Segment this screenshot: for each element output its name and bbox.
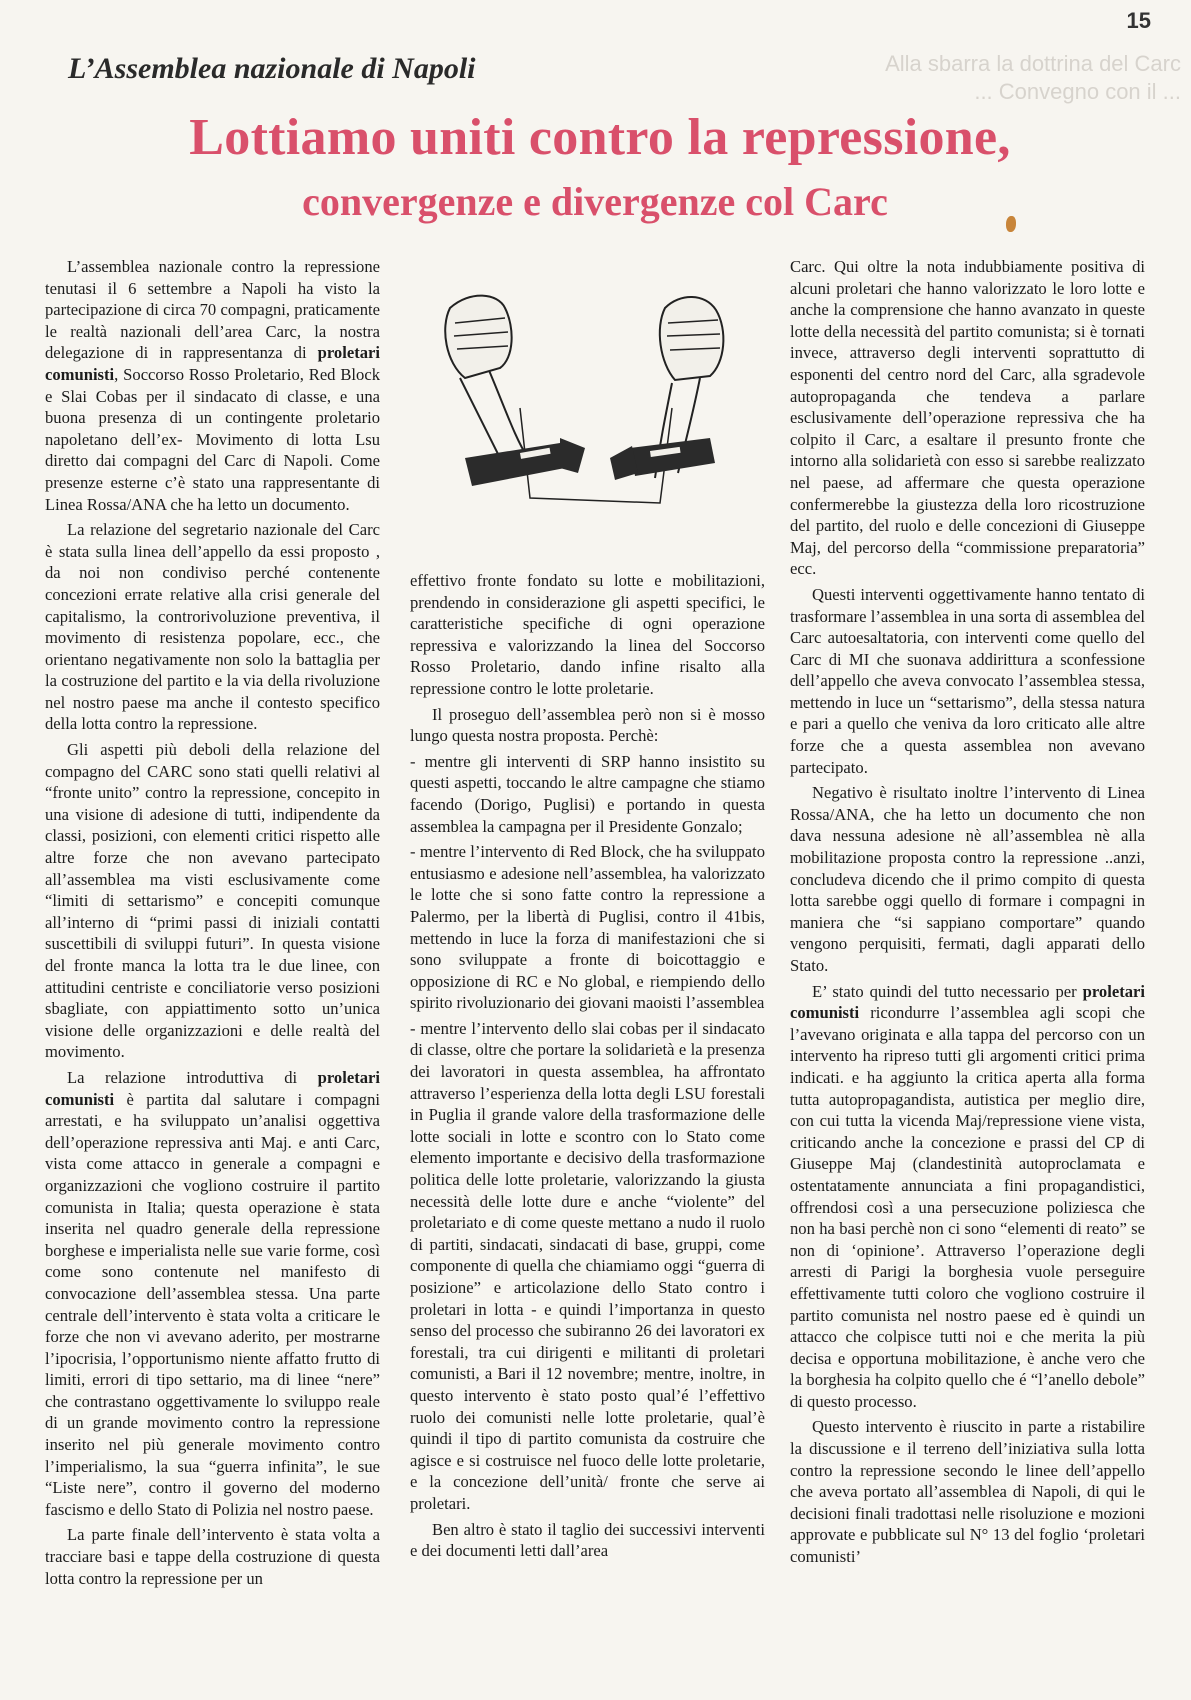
bold-term: proletari comunisti [790, 981, 1145, 1023]
paragraph: La relazione del segretario nazionale del Carc è stata sulla linea dell’appello da essi proposto , da noi non condiviso perché contenente concezioni errate relative alla crisi generale del capitalismo, la controrivoluzione preventiva, il movimento di resistenza popolare, ecc., che orientano negativamente non solo la battaglia per la costruzione del partito e la via della rivoluzione nel nostro paese ma anche il contesto specifico della lotta contro la repressione. [45, 520, 380, 734]
paragraph: Questi interventi oggettivamente hanno tentato di trasformare l’assemblea in una sorta di assemblea del Carc autoesaltatoria, con interventi come quello del Carc di MI che suonava addirittura a sconfessione dell’appello che aveva convocato l’assemblea stessa, mettendo in luce un “settarismo”, della stessa natura e pari a quello che veniva da loro criticato alle altre forze che a questa assemblea non avevano partecipato. [790, 584, 1145, 777]
paragraph: - mentre l’intervento di Red Block, che ha sviluppato entusiasmo e adesione nell’assemblea, ha valorizzato le lotte che si sono fatte contro la repressione a Palermo, per la libertà di Puglisi, contro il 41bis, mettendo in luce la forza di manifestazioni che si sono sviluppate a fronte di boicottaggio e opposizione di RC e No global, e riempiendo dello spirito rivoluzionario dei giovani maoisti l’assemblea [410, 842, 765, 1013]
paragraph: La relazione introduttiva di proletari comunisti è partita dal salutare i compagni arrestati, e ha sviluppato un’analisi oggettiva dell’operazione repressiva anti Maj. e anti Carc, vista come attacco in generale a compagni e organizzazioni che vogliono costruire il partito comunista in Italia; questa operazione è stata inserita nel quadro generale della repressione borghese e imperialista nelle sue varie forme, così come sono contenute nel manifesto di convocazione dell’assemblea stessa. Una parte centrale dell’intervento è stata volta a criticare le forze che non vi avevano aderito, per mostrarne l’ipocrisia, l’opportunismo niente affatto frutto di limiti, errori di tipo settario, ma di linee “nere” che contrastano oggettivamente lo sviluppo reale di un grande movimento contro la repressione inserito nel più generale movimento contro l’imperialismo, la sua “guerra infinita”, le sue “Liste nere”, contro il governo del moderno fascismo e dello Stato di Polizia nel nostro paese. [45, 1067, 380, 1519]
paragraph: Carc. Qui oltre la nota indubbiamente positiva di alcuni proletari che hanno valorizzato le loro lotte e anche la comprensione che hanno avanzato in queste lotte della necessità del partito comunista; si è tornati invece, attraverso degli interventi soprattutto di esponenti del centro nord del Carc, alla sgradevole autopropaganda che tendeva a parlare esclusivamente dell’operazione repressiva che ha colpito il Carc, a esaltare il presunto fronte che intorno alla solidarietà con esso si sarebbe realizzato nel paese, ad affermare che questa operazione confermerebbe la giustezza della loro ricostruzione del partito, del ruolo e delle concezioni di Giuseppe Maj, del percorso della “commissione preparatoria” ecc. [790, 257, 1145, 579]
paragraph: - mentre l’intervento dello slai cobas per il sindacato di classe, oltre che portare la solidarietà e la presenza dei lavoratori in questa assemblea, ha affrontato attraverso l’esperienza della lotta degli LSU forestali in Puglia il grande valore della trasformazione delle lotte sociali in lotte e scontro con lo Stato come elemento importante e decisivo della trasformazione politica delle lotte proletarie, valorizzando la giusta necessità delle lotte dure e anche “violente” del proletariato e di come queste mettano a nudo il ruolo di partiti, sindacati, sindacati di base, gruppi, come componente di quella che chiamiamo oggi “guerra di posizione” e articolazione dello Stato contro i proletari in lotta - e quindi l’importanza in questo senso del processo che subiranno 26 dei lavoratori ex forestali, tra cui dirigenti e militanti di proletari comunisti, a Bari il 12 novembre; mentre, inoltre, in questo intervento è stato posto qual’é l’effettivo ruolo dei comunisti nelle lotte proletarie, qual’è quindi il tipo di partito comunista da costruire che agisce e si costruisce nel fuoco delle lotte proletarie, e la concezione dell’unità/ fronte che serve ai proletari. [410, 1018, 765, 1513]
page-number: 15 [1126, 8, 1151, 33]
headline: Lottiamo uniti contro la repressione, [189, 109, 1011, 166]
article-column-1 [45, 256, 380, 1593]
paragraph: Ben altro è stato il taglio dei successivi interventi e dei documenti letti dall’area [410, 1519, 765, 1561]
broken-chains-raised-fists-icon [410, 268, 765, 558]
ink-stain [1006, 216, 1016, 232]
bleed-through-text: Alla sbarra la dottrina del Carc ... Convegno con il ... [885, 51, 1181, 104]
paragraph: Questo intervento è riuscito in parte a ristabilire la discussione e il terreno dell’iniziativa sulla lotta contro la repressione secondo le linee dell’appello che aveva portato all’assemblea di Napoli, di qui le decisioni finali tradottasi nelle risoluzione e mozioni approvate e pubblicate sul N° 13 del foglio ‘proletari comunisti’ [790, 1417, 1145, 1567]
bold-term: proletari comunisti [45, 343, 380, 384]
paragraph: Gli aspetti più deboli della relazione del compagno del CARC sono stati quelli relativi al “fronte unito” contro la repressione, concepito in una visione di adesione di tutti, indipendente da classi, posizioni, con elementi critici rispetto alle altre forze che non avevano partecipato all’assemblea ma visti esclusivamente come “limiti di settarismo” e concepiti comunque all’interno di “primi passi di iniziali contatti suscettibili di sviluppi futuri”. In questa visione del fronte manca la lotta tra le due linee, con attitudini centriste e conciliatorie verso posizioni sbagliate, con appiattimento sotto un’unica visione delle organizzazioni e delle realtà del movimento. [45, 740, 380, 1062]
paragraph: Negativo è risultato inoltre l’intervento di Linea Rossa/ANA, che ha letto un documento che non dava nessuna adesione nè all’assemblea nè alla mobilitazione proposta contro la repressione ..anzi, concludeva dicendo che il primo compito di questa lotta sarebbe oggi quello di formare i compagni in maniera che “si sappiano comportare” quando vengono perquisiti, fermati, dagli apparati dello Stato. [790, 783, 1145, 975]
subheadline: convergenze e divergenze col Carc [302, 179, 888, 224]
paragraph: Il proseguo dell’assemblea però non si è mosso lungo questa nostra proposta. Perchè: [410, 704, 765, 746]
paragraph: effettivo fronte fondato su lotte e mobilitazioni, prendendo in considerazione gli aspetti specifici, le caratteristiche specifiche di ogni operazione repressiva e valorizzando la linea del Soccorso Rosso Proletario, dando infine risalto alla repressione contro le lotte proletarie. [410, 571, 765, 698]
article-column-3 [790, 256, 1145, 1572]
paragraph: L’assemblea nazionale contro la repressione tenutasi il 6 settembre a Napoli ha visto la partecipazione di circa 70 compagni, praticamente le realtà nazionali dell’area Carc, la nostra delegazione di in rappresentanza di proletari comunisti, Soccorso Rosso Proletario, Red Block e Slai Cobas per il sindacato di classe, e una buona presenza di un contingente proletario napoletano dell’ex- Movimento di lotta Lsu diretto dai compagni del Carc di Napoli. Come presenze esterne c’è stato una rappresentante di Linea Rossa/ANA che ha letto un documento. [45, 257, 380, 514]
section-kicker: L’Assemblea nazionale di Napoli [68, 52, 476, 85]
article-column-2 [410, 570, 765, 1566]
paragraph: La parte finale dell’intervento è stata volta a tracciare basi e tappe della costruzione di questa lotta contro la repressione per un [45, 1525, 380, 1588]
bold-term: proletari comunisti [45, 1067, 380, 1109]
paragraph: - mentre gli interventi di SRP hanno insistito su questi aspetti, toccando le altre campagne che stiamo facendo (Dorigo, Puglisi) e portando in questa assemblea la campagna per il Presidente Gonzalo; [410, 751, 765, 836]
paragraph: E’ stato quindi del tutto necessario per proletari comunisti ricondurre l’assemblea agli scopi che l’avevano originata e alla tappa del percorso con un intervento ha ripreso tutti gli argomenti critici prima indicati. e ha aggiunto la critica aperta alla forma tutta autopropagandista, autistica per meglio dire, con cui tutta la vicenda Maj/repressione viene vista, criticando anche la concezione e prassi del CP di Giuseppe Maj (clandestinità autoproclamata e ostentatamente annunciata a fini propagandistici, offrendosi così a una persecuzione poliziesca che non ha basi perchè non ci sono “elementi di reato” se non di ‘opinione’. Attraverso l’operazione degli arresti di Parigi la borghesia vuole perseguire effettivamente tutti coloro che vogliono costruire il partito comunista nel nostro paese ed è quindi un attacco che colpisce tutti noi e che merita la più decisa e opportuna mobilitazione, è anche vero che la borghesia ha colpito quello che é “l’anello debole” di questo processo. [790, 981, 1145, 1411]
